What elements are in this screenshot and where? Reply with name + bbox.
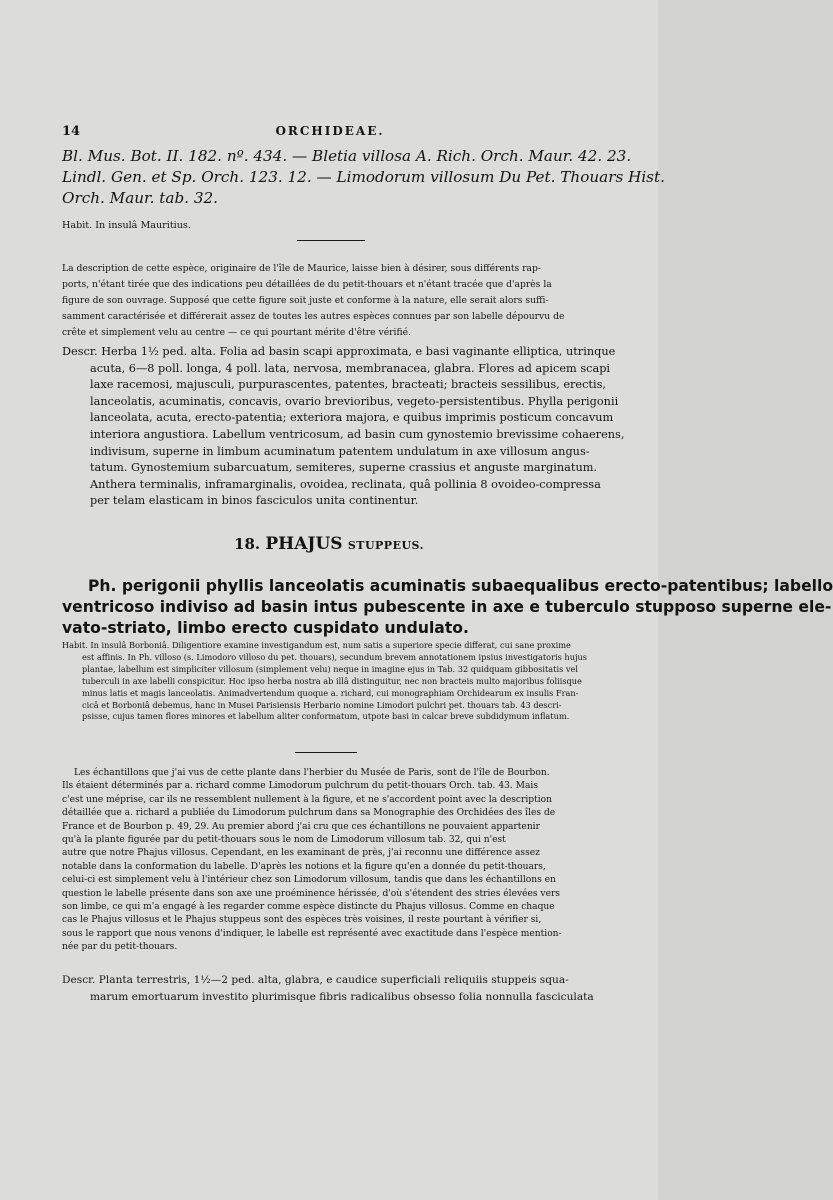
french-commentary <box>62 767 602 955</box>
species-epithet: STUPPEUS. <box>347 539 424 552</box>
running-title: ORCHIDEAE. <box>275 124 385 138</box>
text-line: ports, n'étant tirée que des indications peu détaillées de du petit-thouars et n'étant tracée que d'après la <box>62 279 552 290</box>
text-line: autre que notre Phajus villosus. Cependant, en les examinant de près, j'ai reconnu une différence assez <box>62 848 540 859</box>
synonymy-block <box>62 146 665 209</box>
text-line: sous le rapport que nous venons d'indiquer, le labelle est représenté avec exactitude dans l'espèce mention- <box>62 928 562 939</box>
diagnosis-line: ventricoso indiviso ad basin intus pubescente in axe e tuberculo stupposo superne ele- <box>62 598 832 616</box>
diagnosis-line: vato-striato, limbo erecto cuspidato undulato. <box>62 619 469 637</box>
habitat-note: Habit. In insulâ Mauritius. <box>62 220 191 231</box>
text-line: son limbe, ce qui m'a engagé à les regarder comme espèce distincte du Phajus villosus. Comme en chaque <box>62 902 555 913</box>
text-line: interiora angustiora. Labellum ventricosum, ad basin cum gynostemio brevissime cohaerens, <box>90 427 625 441</box>
species-heading <box>0 534 658 554</box>
text-line: Descr. Planta terrestris, 1½—2 ped. alta, glabra, e caudice superficiali reliquiis stuppeis squa- <box>62 974 569 986</box>
text-line: psisse, cujus tamen flores minores et labellum aliter conformatum, utpote basi in calcar breve subdidymum inflatum. <box>82 711 570 722</box>
text-line: Habit. In insulâ Borboniâ. Diligentiore examine investigandum est, num satis a superiore specie differat, cui sane proxime <box>62 640 571 650</box>
latin-description <box>62 344 625 510</box>
section-divider <box>295 752 357 753</box>
diagnosis-line: Ph. perigonii phyllis lanceolatis acuminatis subaequalibus erecto-patentibus; labello <box>88 577 833 595</box>
latin-description <box>62 972 602 1005</box>
text-line: per telam elasticam in binos fasciculos unita continentur. <box>90 494 419 508</box>
text-line: cicâ et Borboniâ debemus, hanc in Musei Parisiensis Herbario nomine Limodori pulchri pet. thouars tab. 43 descri- <box>82 699 562 710</box>
synonymy-line: Orch. Maur. tab. 32. <box>62 189 218 207</box>
text-line: Les échantillons que j'ai vus de cette plante dans l'herbier du Musée de Paris, sont de l'île de Bourbon. <box>74 768 550 778</box>
text-line: celui-ci est simplement velu à l'intérieur chez son Limodorum villosum, tandis que dans les échantillons en <box>62 875 556 886</box>
text-line: Anthera terminalis, inframarginalis, ovoidea, reclinata, quâ pollinia 8 ovoideo-compressa <box>90 477 601 491</box>
synonymy-line: Lindl. Gen. et Sp. Orch. 123. 12. — Limodorum villosum Du Pet. Thouars Hist. <box>62 168 665 186</box>
text-line: lanceolata, acuta, erecto-patentia; exteriora majora, e quibus imprimis posticum concavum <box>90 411 614 425</box>
species-number: 18. <box>234 535 261 553</box>
text-line: née par du petit-thouars. <box>62 942 178 953</box>
running-header <box>62 124 598 142</box>
synonymy-line: Bl. Mus. Bot. II. 182. nº. 434. — Bletia villosa A. Rich. Orch. Maur. 42. 23. <box>62 147 632 165</box>
text-line: acuta, 6—8 poll. longa, 4 poll. lata, nervosa, membranacea, glabra. Flores ad apicem scapi <box>90 361 611 375</box>
french-commentary <box>62 261 602 341</box>
text-line: marum emortuarum investito plurimisque fibris radicalibus obsesso folia nonnulla fasciculata <box>90 990 594 1003</box>
text-line: lanceolatis, acuminatis, concavis, ovario brevioribus, vegeto-persistentibus. Phylla perigonii <box>90 394 619 408</box>
text-line: France et de Bourbon p. 49, 29. Au premier abord j'ai cru que ces échantillons ne pouvaient appartenir <box>62 821 540 832</box>
text-line: c'est une méprise, car ils ne ressemblent nullement à la figure, et ne s'accordent point avec la description <box>62 794 552 805</box>
page-number: 14 <box>62 124 81 139</box>
text-line: Descr. Herba 1½ ped. alta. Folia ad basin scapi approximata, e basi vaginante elliptica, utrinque <box>62 345 616 358</box>
text-line: figure de son ouvrage. Supposé que cette figure soit juste et conforme à la nature, elle serait alors suffi- <box>62 295 549 306</box>
text-line: notable dans la conformation du labelle. D'après les notions et la figure qu'en a donnée du petit-thouars, <box>62 861 546 872</box>
text-line: minus latis et magis lanceolatis. Animadvertendum quoque a. richard, cui monographiam Orchidearum ex insulis Fran- <box>82 687 579 698</box>
text-line: tuberculi in axe labelli conspicitur. Hoc ipso herba nostra ab illâ distinguitur, nec non bracteis multo majoribus foliisque <box>82 675 582 686</box>
text-line: Ils étaient déterminés par a. richard comme Limodorum pulchrum du petit-thouars Orch. tab. 43. Mais <box>62 781 538 792</box>
text-line: plantae, labellum est simpliciter villosum (simplement velu) neque in imagine ejus in Tab. 32 quidquam gibbositatis vel <box>82 663 578 674</box>
text-line: qu'à la plante figurée par du petit-thouars sous le nom de Limodorum villosum tab. 32, qui n'est <box>62 835 506 846</box>
diagnosis-block <box>62 576 833 639</box>
text-line: cas le Phajus villosus et le Phajus stuppeus sont des espèces très voisines, il reste pourtant à vérifier si, <box>62 915 542 926</box>
text-line: est affinis. In Ph. villoso (s. Limodoro villoso du pet. thouars), secundum brevem annotationem ipsius investigatoris hujus <box>82 651 587 662</box>
text-line: laxe racemosi, majusculi, purpurascentes, patentes, bracteati; bracteis sessilibus, erectis, <box>90 378 606 392</box>
text-line: crête et simplement velu au centre — ce qui pourtant mérite d'être vérifié. <box>62 327 411 338</box>
text-line: indivisum, superne in limbum acuminatum patentem undulatum in axe villosum angus- <box>90 444 590 458</box>
genus-name: PHAJUS <box>265 534 343 554</box>
text-line: question le labelle présente dans son axe une proéminence hérissée, d'où s'étendent des stries élevées vers <box>62 888 560 899</box>
habitat-block <box>62 640 602 723</box>
section-divider <box>297 240 365 241</box>
text-line: tatum. Gynostemium subarcuatum, semiteres, superne crassius et anguste marginatum. <box>90 461 598 475</box>
text-line: samment caractérisée et différerait assez de toutes les autres espèces connues par son labelle dépourvu de <box>62 311 565 322</box>
text-line: La description de cette espèce, originaire de l'île de Maurice, laisse bien à désirer, sous différents rap- <box>62 263 542 274</box>
text-line: détaillée que a. richard a publiée du Limodorum pulchrum dans sa Monographie des Orchidées des îles de <box>62 808 556 819</box>
